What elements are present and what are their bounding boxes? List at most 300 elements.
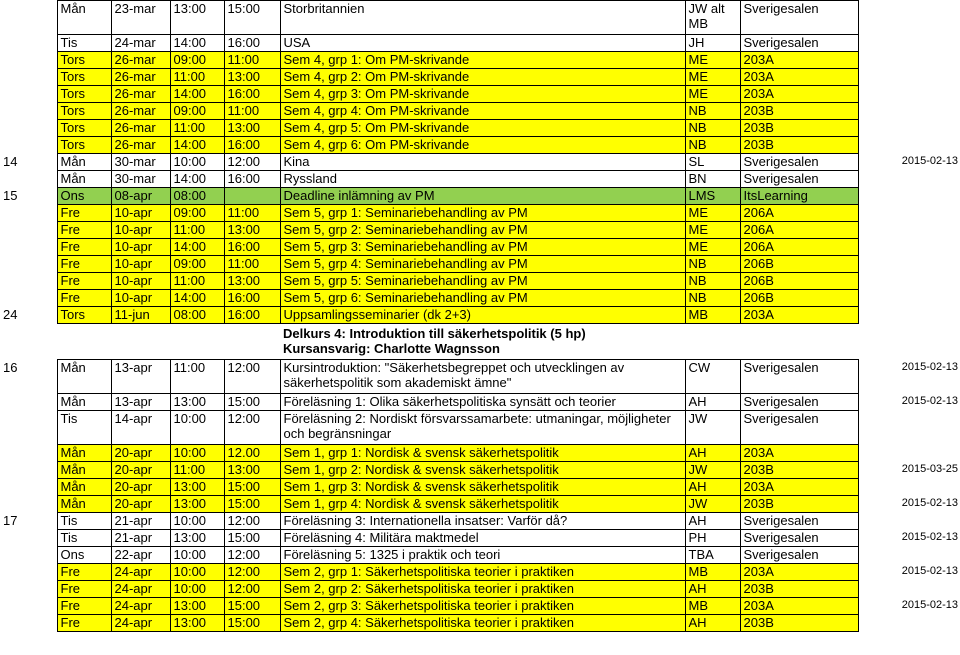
date: 08-apr bbox=[111, 188, 170, 205]
location: Sverigesalen bbox=[740, 530, 858, 547]
start-time: 11:00 bbox=[170, 462, 224, 479]
schedule-row bbox=[0, 307, 960, 324]
end-time: 16:00 bbox=[224, 307, 280, 324]
date: 20-apr bbox=[111, 479, 170, 496]
updated-date bbox=[858, 307, 960, 324]
week-number bbox=[0, 273, 57, 290]
location: Sverigesalen bbox=[740, 154, 858, 171]
teacher: AH bbox=[685, 445, 740, 462]
location: Sverigesalen bbox=[740, 1, 858, 35]
teacher: NB bbox=[685, 273, 740, 290]
updated-date bbox=[858, 137, 960, 154]
activity: Sem 2, grp 4: Säkerhetspolitiska teorier i praktiken bbox=[280, 615, 685, 632]
week-number bbox=[0, 52, 57, 69]
schedule-row bbox=[0, 69, 960, 86]
weekday: Mån bbox=[57, 1, 111, 35]
week-number bbox=[0, 530, 57, 547]
week-number bbox=[0, 290, 57, 307]
updated-date: 2015-02-13 bbox=[901, 496, 958, 509]
date: 10-apr bbox=[111, 256, 170, 273]
start-time: 14:00 bbox=[170, 35, 224, 52]
location: 203A bbox=[740, 479, 858, 496]
activity: Sem 5, grp 4: Seminariebehandling av PM bbox=[280, 256, 685, 273]
schedule-row bbox=[0, 290, 960, 307]
schedule-row bbox=[0, 103, 960, 120]
date: 26-mar bbox=[111, 103, 170, 120]
schedule-row bbox=[0, 137, 960, 154]
location: Sverigesalen bbox=[740, 394, 858, 411]
schedule-row bbox=[0, 462, 960, 479]
start-time: 10:00 bbox=[170, 445, 224, 462]
start-time: 10:00 bbox=[170, 547, 224, 564]
start-time: 14:00 bbox=[170, 171, 224, 188]
activity: Sem 5, grp 2: Seminariebehandling av PM bbox=[280, 222, 685, 239]
updated-date bbox=[858, 86, 960, 103]
start-time: 10:00 bbox=[170, 513, 224, 530]
start-time: 14:00 bbox=[170, 137, 224, 154]
updated-date: 2015-02-13 bbox=[901, 564, 958, 577]
date: 13-apr bbox=[111, 394, 170, 411]
schedule-row bbox=[0, 120, 960, 137]
week-number bbox=[0, 222, 57, 239]
start-time: 08:00 bbox=[170, 188, 224, 205]
end-time: 11:00 bbox=[224, 52, 280, 69]
end-time: 13:00 bbox=[224, 462, 280, 479]
weekday: Fre bbox=[57, 256, 111, 273]
date: 26-mar bbox=[111, 86, 170, 103]
location: 203A bbox=[740, 564, 858, 581]
start-time: 13:00 bbox=[170, 394, 224, 411]
end-time: 11:00 bbox=[224, 256, 280, 273]
start-time: 13:00 bbox=[170, 1, 224, 35]
schedule-row bbox=[0, 479, 960, 496]
start-time: 10:00 bbox=[170, 411, 224, 445]
schedule-row bbox=[0, 273, 960, 290]
activity: Föreläsning 4: Militära maktmedel bbox=[280, 530, 685, 547]
week-number bbox=[0, 581, 57, 598]
schedule-row bbox=[0, 1, 960, 35]
date: 26-mar bbox=[111, 137, 170, 154]
teacher: PH bbox=[685, 530, 740, 547]
updated-date: 2015-03-25 bbox=[901, 462, 958, 475]
schedule-row bbox=[0, 496, 960, 513]
schedule-row bbox=[0, 154, 960, 171]
weekday: Fre bbox=[57, 205, 111, 222]
location: 203A bbox=[740, 307, 858, 324]
start-time: 14:00 bbox=[170, 86, 224, 103]
updated-date bbox=[858, 222, 960, 239]
updated-date bbox=[858, 615, 960, 632]
activity: Sem 5, grp 5: Seminariebehandling av PM bbox=[280, 273, 685, 290]
schedule-row bbox=[0, 52, 960, 69]
teacher: JW bbox=[685, 496, 740, 513]
location: 203A bbox=[740, 69, 858, 86]
location: ItsLearning bbox=[740, 188, 858, 205]
date: 10-apr bbox=[111, 222, 170, 239]
end-time: 13:00 bbox=[224, 273, 280, 290]
teacher: ME bbox=[685, 205, 740, 222]
date: 24-apr bbox=[111, 615, 170, 632]
date: 10-apr bbox=[111, 290, 170, 307]
location: 206B bbox=[740, 273, 858, 290]
updated-date bbox=[858, 581, 960, 598]
end-time: 15:00 bbox=[224, 598, 280, 615]
updated-date: 2015-02-13 bbox=[901, 360, 958, 373]
schedule-row bbox=[0, 171, 960, 188]
week-number bbox=[0, 411, 57, 445]
week-number bbox=[0, 103, 57, 120]
updated-date bbox=[858, 239, 960, 256]
location: 203B bbox=[740, 462, 858, 479]
end-time: 16:00 bbox=[224, 137, 280, 154]
end-time: 12:00 bbox=[224, 547, 280, 564]
start-time: 13:00 bbox=[170, 496, 224, 513]
schedule-row bbox=[0, 35, 960, 52]
teacher: JW bbox=[685, 462, 740, 479]
activity: Sem 1, grp 3: Nordisk & svensk säkerhetspolitik bbox=[280, 479, 685, 496]
teacher: NB bbox=[685, 137, 740, 154]
activity: USA bbox=[280, 35, 685, 52]
week-number bbox=[0, 598, 57, 615]
week-number bbox=[0, 137, 57, 154]
end-time: 12:00 bbox=[224, 581, 280, 598]
start-time: 11:00 bbox=[170, 120, 224, 137]
weekday: Mån bbox=[57, 171, 111, 188]
location: 206B bbox=[740, 256, 858, 273]
date: 10-apr bbox=[111, 273, 170, 290]
date: 30-mar bbox=[111, 154, 170, 171]
start-time: 10:00 bbox=[170, 564, 224, 581]
date: 30-mar bbox=[111, 171, 170, 188]
start-time: 10:00 bbox=[170, 581, 224, 598]
location: 203B bbox=[740, 120, 858, 137]
date: 10-apr bbox=[111, 239, 170, 256]
location: Sverigesalen bbox=[740, 35, 858, 52]
activity: Uppsamlingsseminarier (dk 2+3) bbox=[280, 307, 685, 324]
start-time: 13:00 bbox=[170, 530, 224, 547]
location: Sverigesalen bbox=[740, 547, 858, 564]
end-time: 15:00 bbox=[224, 479, 280, 496]
end-time: 15:00 bbox=[224, 394, 280, 411]
start-time: 09:00 bbox=[170, 52, 224, 69]
end-time: 16:00 bbox=[224, 35, 280, 52]
location: 203B bbox=[740, 496, 858, 513]
weekday: Fre bbox=[57, 581, 111, 598]
weekday: Tors bbox=[57, 69, 111, 86]
schedule-row bbox=[0, 222, 960, 239]
end-time: 15:00 bbox=[224, 530, 280, 547]
updated-date bbox=[858, 411, 960, 445]
end-time: 15:00 bbox=[224, 615, 280, 632]
weekday: Tis bbox=[57, 35, 111, 52]
start-time: 13:00 bbox=[170, 598, 224, 615]
teacher: AH bbox=[685, 581, 740, 598]
end-time: 16:00 bbox=[224, 171, 280, 188]
updated-date bbox=[858, 290, 960, 307]
start-time: 11:00 bbox=[170, 69, 224, 86]
teacher: JW alt MB bbox=[685, 1, 740, 35]
week-number bbox=[0, 615, 57, 632]
weekday: Mån bbox=[57, 154, 111, 171]
weekday: Mån bbox=[57, 394, 111, 411]
end-time: 16:00 bbox=[224, 86, 280, 103]
updated-date bbox=[858, 256, 960, 273]
teacher: TBA bbox=[685, 547, 740, 564]
activity: Föreläsning 2: Nordiskt försvarssamarbete: utmaningar, möjligheter och begränsningar bbox=[280, 411, 685, 445]
date: 26-mar bbox=[111, 120, 170, 137]
week-number bbox=[0, 86, 57, 103]
date: 24-mar bbox=[111, 35, 170, 52]
location: 206A bbox=[740, 205, 858, 222]
start-time: 09:00 bbox=[170, 205, 224, 222]
start-time: 08:00 bbox=[170, 307, 224, 324]
week-number: 24 bbox=[0, 307, 57, 324]
week-number bbox=[0, 120, 57, 137]
schedule-row bbox=[0, 360, 960, 394]
updated-date bbox=[858, 35, 960, 52]
schedule-row bbox=[0, 598, 960, 615]
end-time: 16:00 bbox=[224, 290, 280, 307]
date: 14-apr bbox=[111, 411, 170, 445]
teacher: BN bbox=[685, 171, 740, 188]
section-title: Delkurs 4: Introduktion till säkerhetspolitik (5 hp) bbox=[283, 326, 586, 341]
end-time: 12:00 bbox=[224, 564, 280, 581]
weekday: Fre bbox=[57, 222, 111, 239]
schedule-row bbox=[0, 615, 960, 632]
activity: Sem 1, grp 1: Nordisk & svensk säkerhetspolitik bbox=[280, 445, 685, 462]
start-time: 09:00 bbox=[170, 256, 224, 273]
location: Sverigesalen bbox=[740, 411, 858, 445]
updated-date: 2015-02-13 bbox=[901, 154, 958, 167]
updated-date bbox=[858, 479, 960, 496]
weekday: Mån bbox=[57, 462, 111, 479]
week-number bbox=[0, 205, 57, 222]
teacher: JH bbox=[685, 35, 740, 52]
date: 24-apr bbox=[111, 564, 170, 581]
start-time: 14:00 bbox=[170, 290, 224, 307]
date: 26-mar bbox=[111, 69, 170, 86]
end-time: 12.00 bbox=[224, 445, 280, 462]
teacher: MB bbox=[685, 307, 740, 324]
updated-date bbox=[858, 52, 960, 69]
schedule-row bbox=[0, 86, 960, 103]
teacher: MB bbox=[685, 564, 740, 581]
schedule-row bbox=[0, 188, 960, 205]
activity: Sem 1, grp 4: Nordisk & svensk säkerhetspolitik bbox=[280, 496, 685, 513]
weekday: Tors bbox=[57, 120, 111, 137]
date: 22-apr bbox=[111, 547, 170, 564]
start-time: 11:00 bbox=[170, 360, 224, 394]
updated-date bbox=[858, 188, 960, 205]
weekday: Fre bbox=[57, 239, 111, 256]
teacher: CW bbox=[685, 360, 740, 394]
updated-date bbox=[858, 445, 960, 462]
start-time: 13:00 bbox=[170, 479, 224, 496]
teacher: ME bbox=[685, 52, 740, 69]
updated-date bbox=[858, 103, 960, 120]
date: 24-apr bbox=[111, 598, 170, 615]
week-number bbox=[0, 35, 57, 52]
activity: Kina bbox=[280, 154, 685, 171]
start-time: 11:00 bbox=[170, 222, 224, 239]
teacher: NB bbox=[685, 290, 740, 307]
schedule-row bbox=[0, 256, 960, 273]
week-number bbox=[0, 496, 57, 513]
teacher: AH bbox=[685, 615, 740, 632]
start-time: 09:00 bbox=[170, 103, 224, 120]
weekday: Tors bbox=[57, 103, 111, 120]
location: Sverigesalen bbox=[740, 513, 858, 530]
activity: Föreläsning 3: Internationella insatser: Varför då? bbox=[280, 513, 685, 530]
date: 11-jun bbox=[111, 307, 170, 324]
heading-spacer bbox=[0, 324, 280, 360]
weekday: Tors bbox=[57, 307, 111, 324]
end-time: 12:00 bbox=[224, 411, 280, 445]
weekday: Fre bbox=[57, 273, 111, 290]
weekday: Tors bbox=[57, 137, 111, 154]
date: 21-apr bbox=[111, 513, 170, 530]
section-heading-row bbox=[0, 324, 960, 360]
schedule-row bbox=[0, 581, 960, 598]
activity: Sem 2, grp 1: Säkerhetspolitiska teorier i praktiken bbox=[280, 564, 685, 581]
week-number bbox=[0, 171, 57, 188]
end-time: 13:00 bbox=[224, 120, 280, 137]
weekday: Tis bbox=[57, 513, 111, 530]
updated-date bbox=[858, 120, 960, 137]
location: 203A bbox=[740, 598, 858, 615]
updated-date bbox=[858, 273, 960, 290]
updated-date bbox=[858, 171, 960, 188]
date: 26-mar bbox=[111, 52, 170, 69]
weekday: Fre bbox=[57, 290, 111, 307]
date: 13-apr bbox=[111, 360, 170, 394]
activity: Sem 4, grp 4: Om PM-skrivande bbox=[280, 103, 685, 120]
date: 20-apr bbox=[111, 496, 170, 513]
updated-date bbox=[858, 205, 960, 222]
schedule-row bbox=[0, 530, 960, 547]
start-time: 10:00 bbox=[170, 154, 224, 171]
week-number bbox=[0, 1, 57, 35]
schedule-body bbox=[0, 1, 960, 632]
date: 20-apr bbox=[111, 462, 170, 479]
activity: Sem 4, grp 3: Om PM-skrivande bbox=[280, 86, 685, 103]
weekday: Ons bbox=[57, 188, 111, 205]
weekday: Tors bbox=[57, 86, 111, 103]
activity: Storbritannien bbox=[280, 1, 685, 35]
weekday: Fre bbox=[57, 598, 111, 615]
week-number bbox=[0, 239, 57, 256]
date: 20-apr bbox=[111, 445, 170, 462]
activity: Föreläsning 1: Olika säkerhetspolitiska synsätt och teorier bbox=[280, 394, 685, 411]
teacher: ME bbox=[685, 86, 740, 103]
activity: Sem 2, grp 2: Säkerhetspolitiska teorier i praktiken bbox=[280, 581, 685, 598]
weekday: Mån bbox=[57, 479, 111, 496]
end-time: 16:00 bbox=[224, 239, 280, 256]
weekday: Ons bbox=[57, 547, 111, 564]
location: Sverigesalen bbox=[740, 360, 858, 394]
location: 203B bbox=[740, 581, 858, 598]
schedule-row bbox=[0, 547, 960, 564]
teacher: ME bbox=[685, 222, 740, 239]
week-number: 16 bbox=[0, 360, 57, 394]
teacher: SL bbox=[685, 154, 740, 171]
weekday: Tis bbox=[57, 530, 111, 547]
teacher: AH bbox=[685, 479, 740, 496]
activity: Ryssland bbox=[280, 171, 685, 188]
weekday: Fre bbox=[57, 564, 111, 581]
activity: Sem 4, grp 6: Om PM-skrivande bbox=[280, 137, 685, 154]
teacher: LMS bbox=[685, 188, 740, 205]
end-time: 15:00 bbox=[224, 496, 280, 513]
updated-date: 2015-02-13 bbox=[901, 394, 958, 407]
weekday: Mån bbox=[57, 445, 111, 462]
schedule-row bbox=[0, 411, 960, 445]
weekday: Mån bbox=[57, 496, 111, 513]
schedule-row bbox=[0, 394, 960, 411]
teacher: MB bbox=[685, 598, 740, 615]
week-number bbox=[0, 564, 57, 581]
week-number bbox=[0, 445, 57, 462]
updated-date bbox=[858, 69, 960, 86]
schedule-row bbox=[0, 513, 960, 530]
updated-date bbox=[858, 1, 960, 35]
week-number bbox=[0, 547, 57, 564]
location: 206A bbox=[740, 222, 858, 239]
schedule-row bbox=[0, 239, 960, 256]
week-number: 14 bbox=[0, 154, 57, 171]
updated-date bbox=[858, 513, 960, 530]
start-time: 14:00 bbox=[170, 239, 224, 256]
weekday: Tors bbox=[57, 52, 111, 69]
location: 203B bbox=[740, 103, 858, 120]
schedule-row bbox=[0, 205, 960, 222]
date: 24-apr bbox=[111, 581, 170, 598]
location: 203A bbox=[740, 86, 858, 103]
weekday: Tis bbox=[57, 411, 111, 445]
activity: Sem 5, grp 1: Seminariebehandling av PM bbox=[280, 205, 685, 222]
teacher: NB bbox=[685, 120, 740, 137]
date: 10-apr bbox=[111, 205, 170, 222]
weekday: Fre bbox=[57, 615, 111, 632]
start-time: 13:00 bbox=[170, 615, 224, 632]
week-number bbox=[0, 394, 57, 411]
end-time: 11:00 bbox=[224, 205, 280, 222]
date: 21-apr bbox=[111, 530, 170, 547]
week-number bbox=[0, 462, 57, 479]
weekday: Mån bbox=[57, 360, 111, 394]
end-time: 13:00 bbox=[224, 222, 280, 239]
activity: Deadline inlämning av PM bbox=[280, 188, 685, 205]
activity: Sem 2, grp 3: Säkerhetspolitiska teorier i praktiken bbox=[280, 598, 685, 615]
section-heading bbox=[280, 324, 960, 360]
teacher: JW bbox=[685, 411, 740, 445]
end-time: 13:00 bbox=[224, 69, 280, 86]
activity: Sem 1, grp 2: Nordisk & svensk säkerhetspolitik bbox=[280, 462, 685, 479]
course-responsible: Kursansvarig: Charlotte Wagnsson bbox=[283, 341, 500, 356]
activity: Kursintroduktion: "Säkerhetsbegreppet och utvecklingen av säkerhetspolitik som akademiskt ämne" bbox=[280, 360, 685, 394]
activity: Sem 5, grp 3: Seminariebehandling av PM bbox=[280, 239, 685, 256]
activity: Sem 4, grp 5: Om PM-skrivande bbox=[280, 120, 685, 137]
location: Sverigesalen bbox=[740, 171, 858, 188]
teacher: ME bbox=[685, 239, 740, 256]
week-number bbox=[0, 69, 57, 86]
teacher: AH bbox=[685, 513, 740, 530]
teacher: AH bbox=[685, 394, 740, 411]
end-time: 11:00 bbox=[224, 103, 280, 120]
location: 203A bbox=[740, 52, 858, 69]
location: 203A bbox=[740, 445, 858, 462]
updated-date: 2015-02-13 bbox=[901, 598, 958, 611]
